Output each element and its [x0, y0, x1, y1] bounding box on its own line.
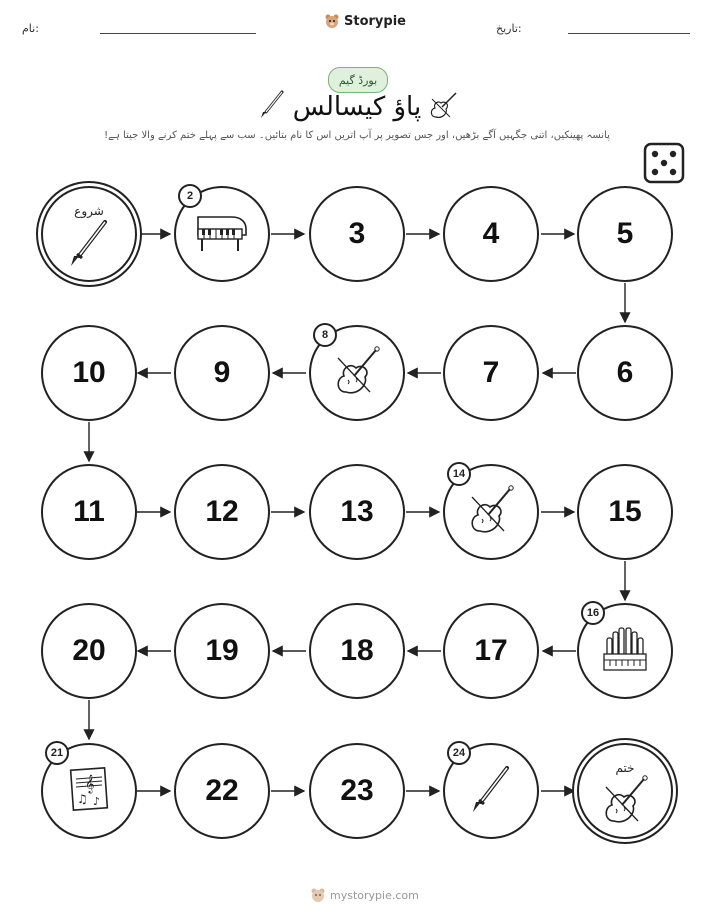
space-number: 18: [340, 634, 374, 667]
space-number: 15: [608, 495, 642, 528]
space-number: 3: [348, 217, 366, 250]
space-number: 13: [340, 495, 374, 528]
board-space-6: [577, 325, 673, 421]
board-space-11: [41, 464, 137, 560]
board-space-21: [41, 743, 137, 839]
sheet-music-icon: [67, 765, 111, 817]
space-number-badge: 21: [45, 741, 69, 765]
paintbrush-icon: [67, 218, 111, 272]
board-space-18: [309, 603, 405, 699]
board-space-10: [41, 325, 137, 421]
game-type-badge: بورڈ گیم: [328, 67, 388, 93]
organ-icon: [601, 624, 649, 678]
board-space-15: [577, 464, 673, 560]
page-title: پاؤ کیسالس: [292, 92, 422, 122]
finish-label: ختم: [615, 761, 635, 775]
start-label: شروع: [74, 204, 104, 218]
footer: [310, 887, 419, 903]
space-number: 11: [73, 495, 105, 528]
bear-icon: [310, 887, 326, 903]
space-number-badge: 2: [178, 184, 202, 208]
space-number-badge: 24: [447, 741, 471, 765]
board-space-23: [309, 743, 405, 839]
board-space-start: [41, 186, 137, 282]
svg-text:𝄞: 𝄞: [85, 774, 95, 793]
space-number: 23: [340, 774, 374, 807]
space-number: 6: [616, 356, 634, 389]
svg-text:♫: ♫: [77, 792, 88, 806]
svg-text:♪: ♪: [93, 795, 101, 808]
violin-icon: [600, 773, 650, 831]
violin-icon: [332, 344, 382, 402]
date-label: تاریخ:: [496, 22, 522, 35]
board-space-2: [174, 186, 270, 282]
board-space-20: [41, 603, 137, 699]
space-number: 4: [482, 217, 500, 250]
board-space-17: [443, 603, 539, 699]
board-space-12: [174, 464, 270, 560]
space-number-badge: 8: [313, 323, 337, 347]
brand-name: Storypie: [344, 13, 406, 29]
board-space-13: [309, 464, 405, 560]
violin-icon: [466, 483, 516, 541]
space-number: 12: [205, 495, 239, 528]
name-label: نام:: [22, 22, 39, 35]
space-number: 22: [205, 774, 239, 807]
space-number: 19: [205, 634, 239, 667]
board-space-9: [174, 325, 270, 421]
space-number: 5: [616, 217, 634, 250]
space-number: 10: [72, 356, 106, 389]
space-number: 9: [213, 356, 231, 389]
board-space-14: [443, 464, 539, 560]
board-space-3: [309, 186, 405, 282]
board-space-8: [309, 325, 405, 421]
space-number-badge: 14: [447, 462, 471, 486]
space-number: 20: [72, 634, 106, 667]
space-number: 17: [474, 634, 508, 667]
footer-url: mystorypie.com: [330, 888, 419, 902]
board-space-finish: [577, 743, 673, 839]
instructions: پانسہ پھینکیں، اتنی جگہیں آگے بڑھیں، اور جس تصویر پر آپ اتریں اس کا نام بتائیں۔ سب سے پہلے ختم کرنے والا جیتا ہے!: [104, 130, 610, 141]
board-space-4: [443, 186, 539, 282]
board-space-5: [577, 186, 673, 282]
board-space-16: [577, 603, 673, 699]
piano-icon: [194, 209, 250, 259]
space-number: 7: [482, 356, 500, 389]
board-space-19: [174, 603, 270, 699]
board-space-22: [174, 743, 270, 839]
board-space-7: [443, 325, 539, 421]
board-space-24: [443, 743, 539, 839]
space-number-badge: 16: [581, 601, 605, 625]
paintbrush-icon: [469, 764, 513, 818]
